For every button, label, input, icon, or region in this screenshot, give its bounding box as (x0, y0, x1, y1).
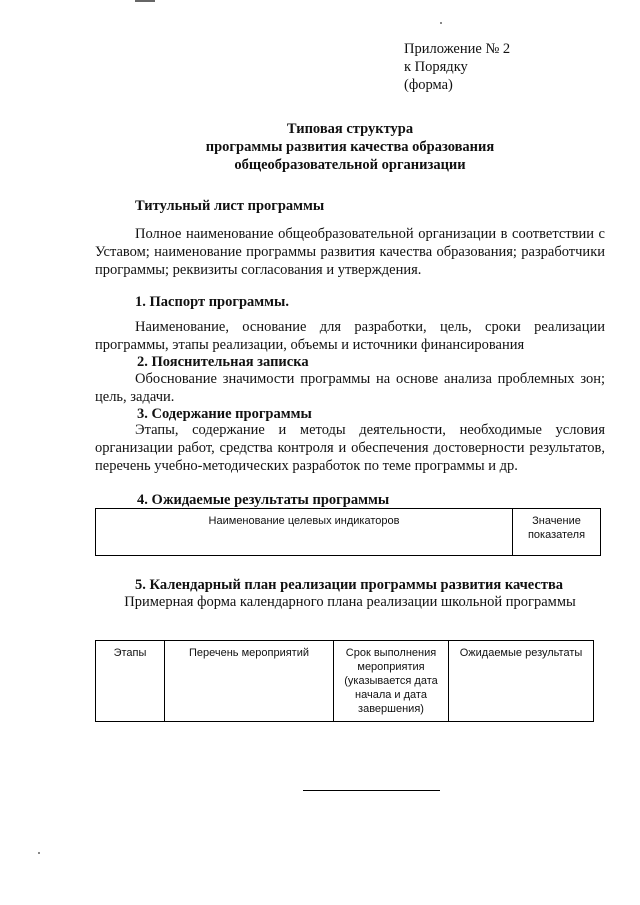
section-1-text: Наименование, основание для разработки, цель, сроки реализации программы, этапы реализации, объемы и источники финансирования (95, 319, 605, 353)
section-5-heading: 5. Календарный план реализации программы развития качества (135, 577, 564, 593)
section-3-heading: 3. Содержание программы (137, 406, 312, 422)
section-4-heading: 4. Ожидаемые результаты программы (137, 492, 390, 508)
scan-dot (38, 852, 40, 854)
section-5-subheading: Примерная форма календарного плана реализации школьной программы (124, 594, 576, 610)
table-header-cell: Срок выполнения мероприятия (указывается дата начала и дата завершения) (334, 641, 449, 722)
appendix-reference: к Порядку (404, 59, 468, 75)
title-line-1: Типовая структура (286, 121, 414, 137)
appendix-number: Приложение № 2 (404, 41, 511, 57)
title-line-3: общеобразовательной организации (234, 157, 466, 173)
appendix-note (404, 40, 510, 94)
table-row (96, 509, 601, 556)
document-title (95, 120, 605, 174)
table-header-cell: Значение показателя (513, 509, 601, 556)
section-2-heading: 2. Пояснительная записка (137, 354, 309, 370)
section-2-text: Обоснование значимости программы на основе анализа проблемных зон; цель, задачи. (95, 371, 605, 405)
appendix-form: (форма) (404, 77, 453, 93)
table-header-cell: Перечень мероприятий (165, 641, 334, 722)
table-row (96, 641, 594, 722)
indicators-table (95, 508, 601, 556)
calendar-plan-table (95, 640, 594, 722)
title-line-2: программы развития качества образования (205, 139, 495, 155)
title-page-heading: Титульный лист программы (135, 198, 325, 214)
closing-line (303, 790, 440, 791)
scan-dot (440, 22, 442, 24)
table-header-cell: Этапы (96, 641, 165, 722)
section-1-heading: 1. Паспорт программы. (135, 294, 289, 310)
table-header-cell: Ожидаемые результаты (449, 641, 594, 722)
scan-mark (135, 0, 155, 2)
table-header-cell: Наименование целевых индикаторов (96, 509, 513, 556)
section-3-text: Этапы, содержание и методы деятельности, необходимые условия организации работ, средства контроля и обеспечения достоверности результатов, перечень учебно-методических разработок по теме программы и др. (95, 422, 605, 474)
title-page-text: Полное наименование общеобразовательной организации в соответствии с Уставом; наименование программы развития качества образования; разработчики программы; реквизиты согласования и утверждения. (95, 226, 605, 278)
